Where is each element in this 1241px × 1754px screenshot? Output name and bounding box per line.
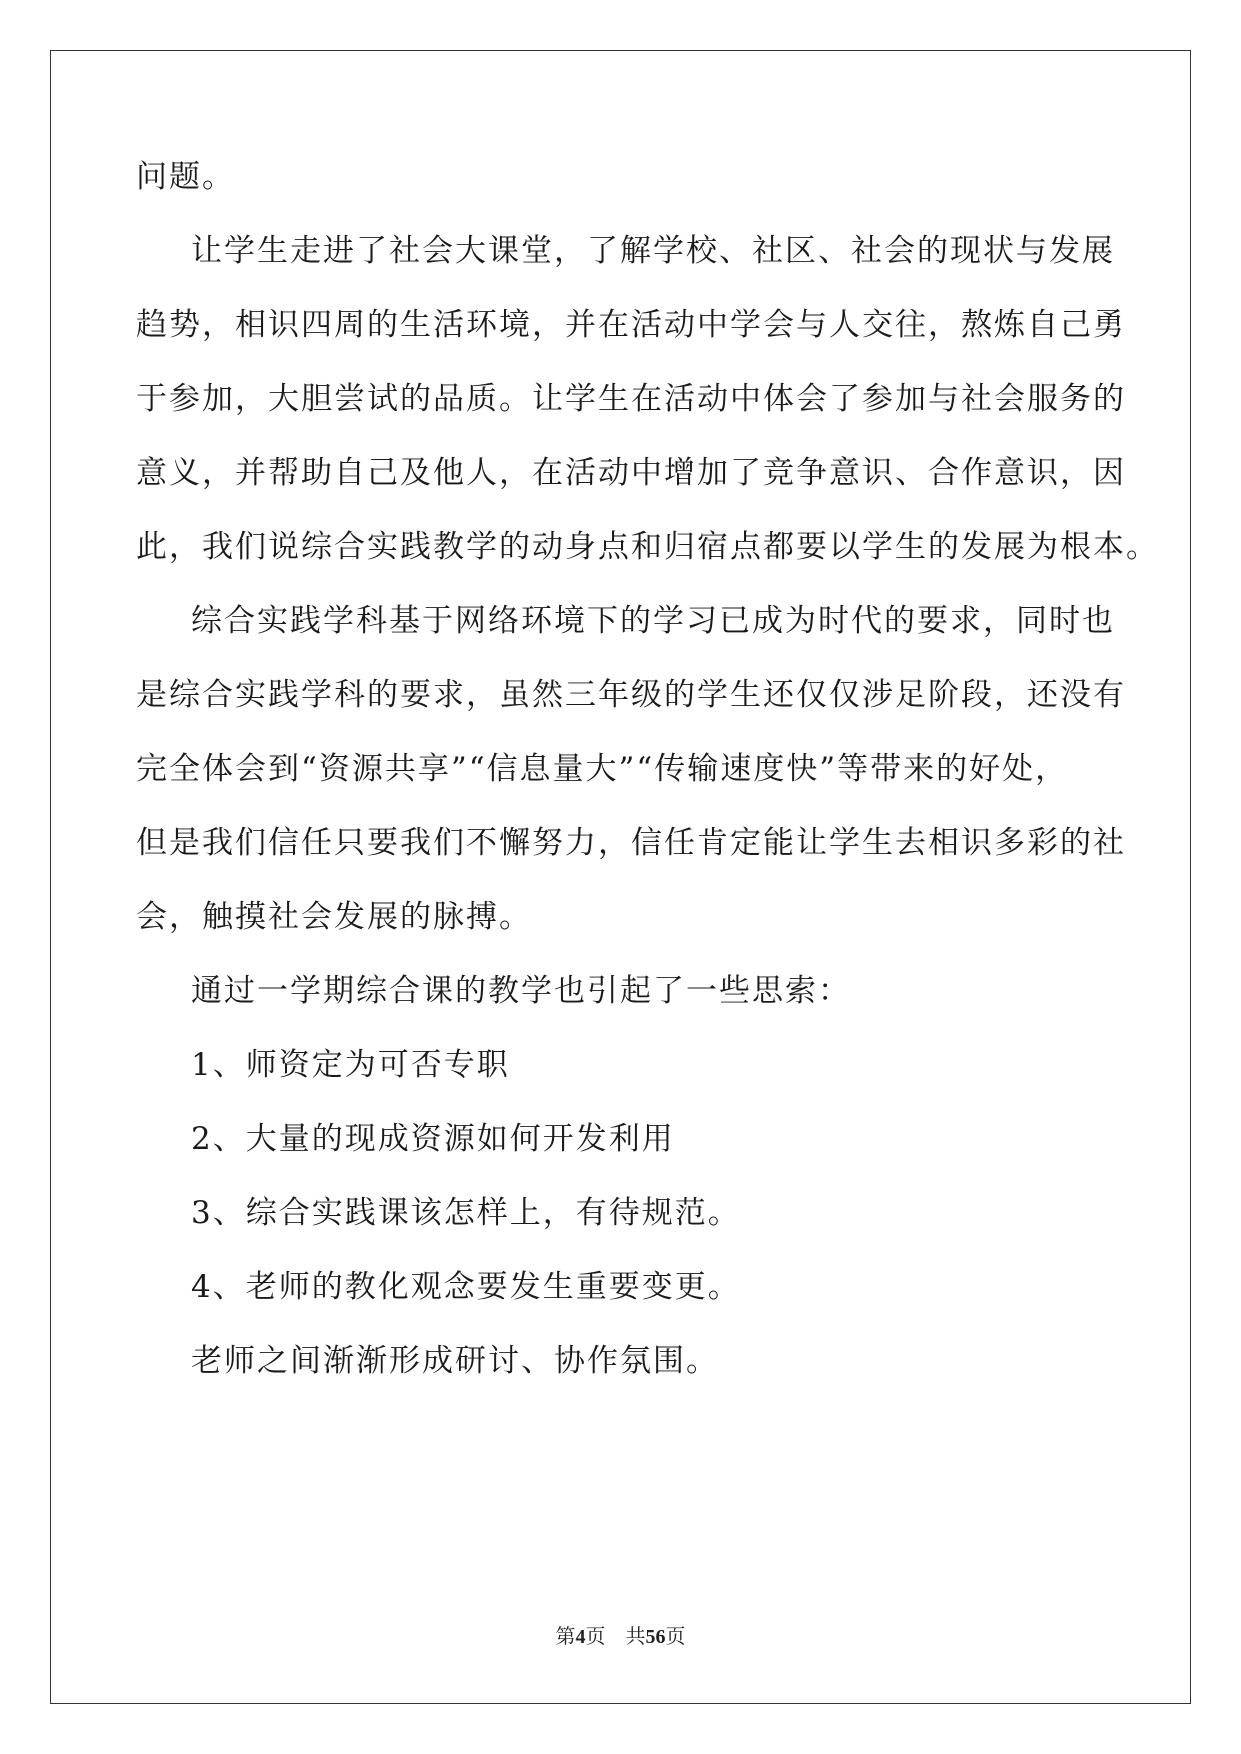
page-border bbox=[50, 50, 1191, 1704]
footer-total-prefix: 共 bbox=[625, 1626, 646, 1648]
text-line: 会，触摸社会发展的脉搏。 bbox=[136, 899, 532, 935]
list-item: 4、老师的教化观念要发生重要变更。 bbox=[191, 1269, 741, 1305]
text-line: 是综合实践学科的要求，虽然三年级的学生还仅仅涉足阶段，还没有 bbox=[136, 677, 1126, 713]
page-footer bbox=[0, 1620, 1241, 1649]
page-number: 4 bbox=[575, 1626, 586, 1648]
paragraph-start: 老师之间渐渐形成研讨、协作氛围。 bbox=[191, 1343, 719, 1379]
text-line: 意义，并帮助自己及他人，在活动中增加了竞争意识、合作意识，因 bbox=[136, 455, 1126, 491]
total-pages: 56 bbox=[645, 1626, 666, 1648]
paragraph-start: 让学生走进了社会大课堂，了解学校、社区、社会的现状与发展 bbox=[191, 233, 1115, 269]
footer-total-suffix: 页 bbox=[665, 1626, 686, 1648]
paragraph-start: 综合实践学科基于网络环境下的学习已成为时代的要求，同时也 bbox=[191, 603, 1115, 639]
footer-gap bbox=[606, 1626, 626, 1648]
list-item: 3、综合实践课该怎样上，有待规范。 bbox=[191, 1195, 741, 1231]
text-line: 于参加，大胆尝试的品质。让学生在活动中体会了参加与社会服务的 bbox=[136, 381, 1126, 417]
text-line: 此，我们说综合实践教学的动身点和归宿点都要以学生的发展为根本。 bbox=[136, 529, 1159, 565]
paragraph-start: 通过一学期综合课的教学也引起了一些思索： bbox=[191, 973, 851, 1009]
text-line: 但是我们信任只要我们不懈努力，信任肯定能让学生去相识多彩的社 bbox=[136, 825, 1126, 861]
text-line: 完全体会到“资源共享”“信息量大”“传输速度快”等带来的好处， bbox=[136, 751, 1069, 787]
list-item: 1、师资定为可否专职 bbox=[191, 1047, 510, 1083]
list-item: 2、大量的现成资源如何开发利用 bbox=[191, 1121, 675, 1157]
footer-prefix: 第 bbox=[555, 1626, 576, 1648]
text-line: 趋势，相识四周的生活环境，并在活动中学会与人交往，熬炼自己勇 bbox=[136, 307, 1126, 343]
text-line: 问题。 bbox=[136, 159, 235, 195]
footer-page-suffix: 页 bbox=[585, 1626, 606, 1648]
